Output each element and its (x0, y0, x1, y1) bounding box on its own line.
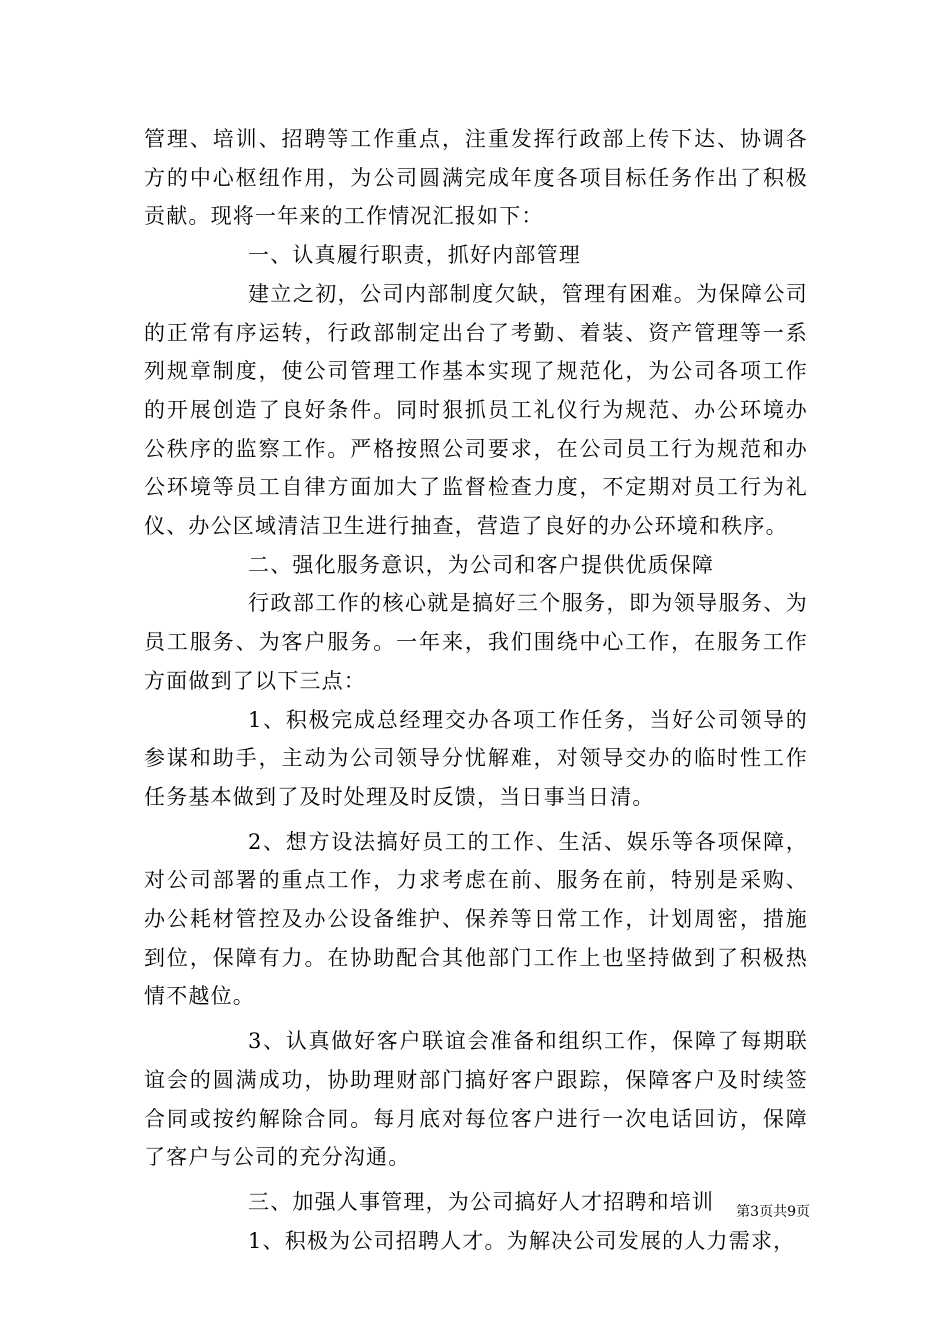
paragraph: 建立之初，公司内部制度欠缺，管理有困难。为保障公司的正常有序运转，行政部制定出台了考勤、着装、资产管理等一系列规章制度，使公司管理工作基本实现了规范化，为公司各项工作的开展创造了良好条件。同时狠抓员工礼仪行为规范、办公环境办公秩序的监察工作。严格按照公司要求，在公司员工行为规范和办公环境等员工自律方面加大了监督检查力度，不定期对员工行为礼仪、办公区域清洁卫生进行抽查，营造了良好的办公环境和秩序。 (144, 281, 808, 539)
list-item: 3、认真做好客户联谊会准备和组织工作，保障了每期联谊会的圆满成功，协助理财部门搞好客户跟踪，保障客户及时续签合同或按约解除合同。每月底对每位客户进行一次电话回访，保障了客户与公司的充分沟通。 (144, 1029, 808, 1170)
paragraph-continuation: 管理、培训、招聘等工作重点，注重发挥行政部上传下达、协调各方的中心枢纽作用，为公司圆满完成年度各项目标任务作出了积极贡献。现将一年来的工作情况汇报如下： (144, 127, 808, 229)
section-heading-3: 三、加强人事管理，为公司搞好人才招聘和培训 (248, 1189, 715, 1214)
section-heading-1: 一、认真履行职责，抓好内部管理 (248, 243, 581, 268)
list-item: 1、积极为公司招聘人才。为解决公司发展的人力需求， (248, 1228, 796, 1253)
document-body (144, 120, 808, 1260)
list-item: 1、积极完成总经理交办各项工作任务，当好公司领导的参谋和助手，主动为公司领导分忧解难，对领导交办的临时性工作任务基本做到了及时处理及时反馈，当日事当日清。 (144, 707, 808, 809)
page-number: 第3页共9页 (736, 1204, 810, 1220)
paragraph: 行政部工作的核心就是搞好三个服务，即为领导服务、为员工服务、为客户服务。一年来，我们围绕中心工作，在服务工作方面做到了以下三点： (144, 591, 808, 693)
list-item: 2、想方设法搞好员工的工作、生活、娱乐等各项保障，对公司部署的重点工作，力求考虑在前、服务在前，特别是采购、办公耗材管控及办公设备维护、保养等日常工作，计划周密，措施到位，保障有力。在协助配合其他部门工作上也坚持做到了积极热情不越位。 (144, 829, 808, 1009)
section-heading-2: 二、强化服务意识，为公司和客户提供优质保障 (248, 552, 715, 577)
